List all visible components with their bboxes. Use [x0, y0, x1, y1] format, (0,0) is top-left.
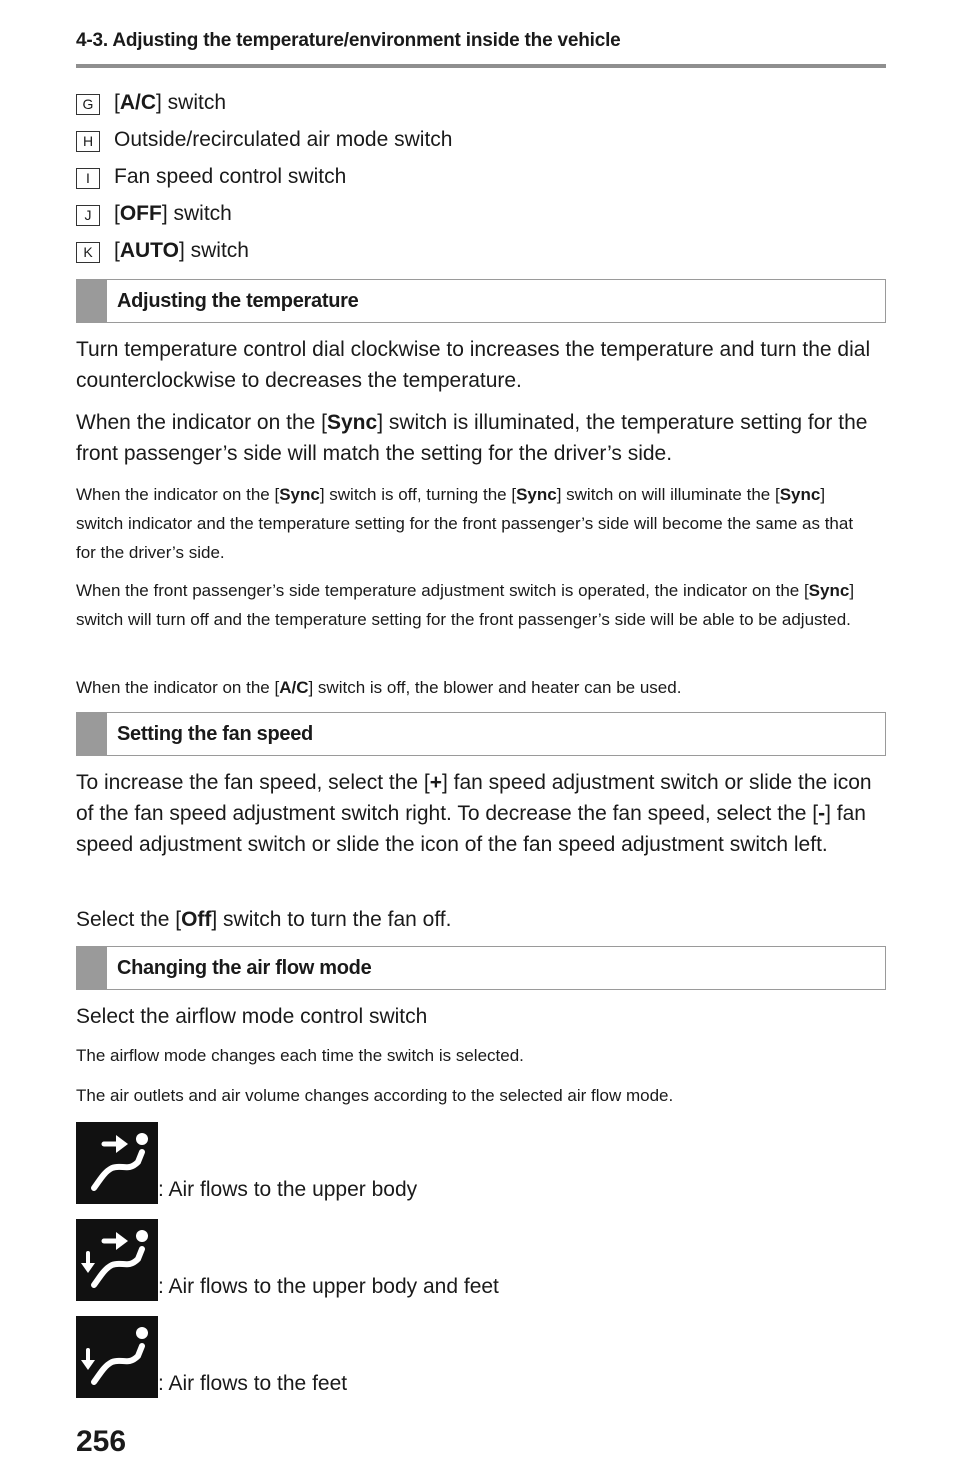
airflow-paragraph-1: Select the airflow mode control switch	[76, 1005, 428, 1028]
airflow-note-2: The air outlets and air volume changes according to the selected air flow mode.	[76, 1086, 674, 1105]
item-text: [AUTO] switch	[114, 239, 249, 262]
heading-bar	[77, 280, 107, 322]
fan-paragraph-2: Select the [Off] switch to turn the fan off.	[76, 908, 452, 931]
item-badge: I	[76, 168, 100, 189]
mode-label: : Air flows to the upper body and feet	[158, 1275, 499, 1298]
item-text: [OFF] switch	[114, 202, 232, 225]
item-badge: J	[76, 205, 100, 226]
item-badge: K	[76, 242, 100, 263]
header-rule	[76, 64, 886, 68]
heading-title: Adjusting the temperature	[117, 290, 359, 312]
item-badge: H	[76, 131, 100, 152]
item-text: Fan speed control switch	[114, 165, 347, 188]
mode-label: : Air flows to the feet	[158, 1372, 348, 1395]
temperature-note-1: When the indicator on the [Sync] switch is off, turning the [Sync] switch on will illuminate the [Sync] switch indicator and the temperature setting for the front passenger’s side will become the same as that for the driver’s side.	[76, 485, 854, 562]
temperature-paragraph-2: When the indicator on the [Sync] switch is illuminated, the temperature setting for the front passenger’s side will match the setting for the driver’s side.	[76, 411, 868, 465]
item-text: [A/C] switch	[114, 91, 227, 114]
heading-title: Setting the fan speed	[117, 723, 313, 745]
heading-bar	[77, 713, 107, 755]
section-heading-airflow	[76, 946, 886, 990]
mode-label: : Air flows to the upper body	[158, 1178, 418, 1201]
temperature-paragraph-1: Turn temperature control dial clockwise to increases the temperature and turn the dial counterclockwise to decreases the temperature.	[76, 338, 871, 392]
heading-bar	[77, 947, 107, 989]
foot-vent-icon	[76, 1316, 158, 1398]
item-text: Outside/recirculated air mode switch	[114, 128, 453, 151]
page-number: 256	[76, 1425, 127, 1458]
section-heading-fan	[76, 712, 886, 756]
bi-level-vent-icon	[76, 1219, 158, 1301]
fan-paragraph-1: To increase the fan speed, select the [+] fan speed adjustment switch or slide the icon of the fan speed adjustment switch right. To decrease the fan speed, select the [-] fan speed adjustment switch or slide the icon of the fan speed adjustment switch left.	[76, 771, 872, 856]
airflow-note-1: The airflow mode changes each time the switch is selected.	[76, 1046, 524, 1065]
section-header: 4-3. Adjusting the temperature/environment inside the vehicle	[76, 30, 621, 51]
heading-title: Changing the air flow mode	[117, 957, 372, 979]
face-vent-icon	[76, 1122, 158, 1204]
item-badge: G	[76, 94, 100, 115]
temperature-note-2: When the front passenger’s side temperature adjustment switch is operated, the indicator on the [Sync] switch will turn off and the temperature setting for the front passenger’s side will be able to be adjusted.	[76, 581, 855, 629]
section-heading-temperature	[76, 279, 886, 323]
temperature-note-3: When the indicator on the [A/C] switch is off, the blower and heater can be used.	[76, 678, 682, 697]
